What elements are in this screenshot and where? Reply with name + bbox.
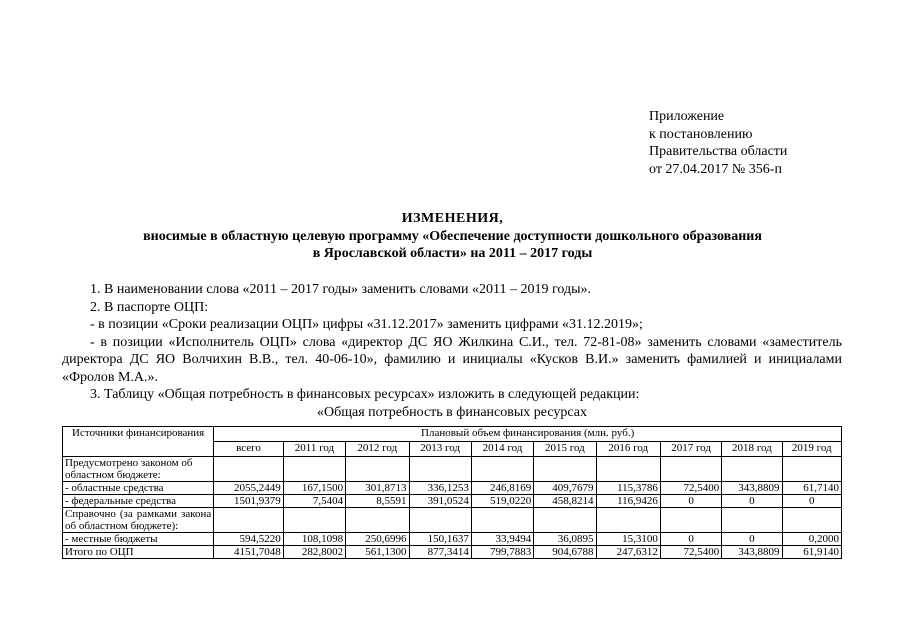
column-header: 2014 год bbox=[471, 442, 533, 457]
paragraph: - в позиции «Сроки реализации ОЦП» цифры «31.12.2017» заменить цифрами «31.12.2019»; bbox=[90, 317, 643, 332]
appendix-block bbox=[649, 108, 787, 178]
table-cell: 2055,2449 bbox=[214, 482, 284, 495]
appendix-line: от 27.04.2017 № 356-п bbox=[649, 161, 782, 177]
table-cell bbox=[660, 508, 721, 533]
table-cell: 0 bbox=[722, 495, 782, 508]
row-label: Справочно (за рамками закона об областном бюджете): bbox=[63, 508, 214, 533]
table-cell bbox=[214, 508, 284, 533]
column-header: 2016 год bbox=[596, 442, 660, 457]
table-cell: 458,8214 bbox=[534, 495, 596, 508]
table-cell bbox=[346, 508, 409, 533]
table-cell: 61,9140 bbox=[782, 546, 841, 559]
column-header: 2012 год bbox=[346, 442, 409, 457]
table-cell: 391,0524 bbox=[409, 495, 471, 508]
table-cell: 282,8002 bbox=[283, 546, 345, 559]
paragraph: 3. Таблицу «Общая потребность в финансовых ресурсах» изложить в следующей редакции: bbox=[90, 387, 640, 402]
table-cell: 33,9494 bbox=[471, 533, 533, 546]
column-header: всего bbox=[214, 442, 284, 457]
table-cell: 72,5400 bbox=[660, 546, 721, 559]
table-cell: 343,8809 bbox=[722, 546, 782, 559]
table-cell: 0 bbox=[660, 495, 721, 508]
table-cell: 250,6996 bbox=[346, 533, 409, 546]
table-cell bbox=[782, 457, 841, 482]
table-caption: «Общая потребность в финансовых ресурсах bbox=[317, 404, 587, 420]
row-label: - областные средства bbox=[63, 482, 214, 495]
table-cell: 0 bbox=[782, 495, 841, 508]
table-cell bbox=[409, 508, 471, 533]
table-cell bbox=[471, 508, 533, 533]
column-header: 2015 год bbox=[534, 442, 596, 457]
appendix-line: к постановлению bbox=[649, 126, 753, 142]
table-cell: 594,5220 bbox=[214, 533, 284, 546]
table-cell bbox=[596, 457, 660, 482]
table-cell bbox=[782, 508, 841, 533]
table-cell: 167,1500 bbox=[283, 482, 345, 495]
table-cell: 246,8169 bbox=[471, 482, 533, 495]
table-cell: 343,8809 bbox=[722, 482, 782, 495]
row-label: Предусмотрено законом об областном бюджете: bbox=[63, 457, 214, 482]
table-cell: 1501,9379 bbox=[214, 495, 284, 508]
table-row bbox=[63, 482, 842, 495]
table-cell: 0 bbox=[722, 533, 782, 546]
paragraph: - в позиции «Исполнитель ОЦП» слова «директор ДС ЯО Жилкина С.И., тел. 72-81-08» заменить словами «заместитель директора ДС ЯО Волчихин В.В., тел. 40-06-10», фамилию и инициалы «Кусков В.И.» заменить фамилией и инициалами «Фролов М.А.». bbox=[62, 334, 842, 385]
table-cell bbox=[471, 457, 533, 482]
row-label: - федеральные средства bbox=[63, 495, 214, 508]
column-header: 2011 год bbox=[283, 442, 345, 457]
table-cell bbox=[596, 508, 660, 533]
table-cell: 72,5400 bbox=[660, 482, 721, 495]
table-cell bbox=[722, 508, 782, 533]
paragraph: 1. В наименовании слова «2011 – 2017 годы» заменить словами «2011 – 2019 годы». bbox=[90, 282, 592, 297]
table-cell: 115,3786 bbox=[596, 482, 660, 495]
column-header: 2013 год bbox=[409, 442, 471, 457]
table-cell: 904,6788 bbox=[534, 546, 596, 559]
table-cell bbox=[409, 457, 471, 482]
plan-header: Плановый объем финансирования (млн. руб.) bbox=[214, 427, 842, 442]
table-cell: 409,7679 bbox=[534, 482, 596, 495]
title-line: в Ярославской области» на 2011 – 2017 годы bbox=[312, 246, 593, 261]
source-header: Источники финансирования bbox=[63, 427, 214, 457]
table-cell: 4151,7048 bbox=[214, 546, 284, 559]
table-cell: 0 bbox=[660, 533, 721, 546]
table-header-row bbox=[63, 427, 842, 442]
table-cell: 0,2000 bbox=[782, 533, 841, 546]
table-cell: 519,0220 bbox=[471, 495, 533, 508]
table-cell: 7,5404 bbox=[283, 495, 345, 508]
table-row bbox=[63, 508, 842, 533]
column-header: 2017 год bbox=[660, 442, 721, 457]
table-cell bbox=[283, 508, 345, 533]
row-label: Итого по ОЦП bbox=[63, 546, 214, 559]
table-cell: 8,5591 bbox=[346, 495, 409, 508]
table-cell bbox=[722, 457, 782, 482]
table-cell bbox=[283, 457, 345, 482]
document-title bbox=[0, 210, 905, 263]
table-cell bbox=[534, 508, 596, 533]
title-line: вносимые в областную целевую программу «Обеспечение доступности дошкольного образования bbox=[143, 228, 762, 244]
table-cell: 61,7140 bbox=[782, 482, 841, 495]
table-row bbox=[63, 533, 842, 546]
table-row bbox=[63, 546, 842, 559]
table-row bbox=[63, 495, 842, 508]
table-cell: 247,6312 bbox=[596, 546, 660, 559]
column-header: 2019 год bbox=[782, 442, 841, 457]
appendix-line: Правительства области bbox=[649, 144, 788, 159]
row-label: - местные бюджеты bbox=[63, 533, 214, 546]
document-body bbox=[62, 281, 842, 421]
table-cell bbox=[534, 457, 596, 482]
table-cell: 301,8713 bbox=[346, 482, 409, 495]
table-cell: 877,3414 bbox=[409, 546, 471, 559]
table-cell bbox=[346, 457, 409, 482]
table-cell: 561,1300 bbox=[346, 546, 409, 559]
table-cell: 15,3100 bbox=[596, 533, 660, 546]
table-cell: 150,1637 bbox=[409, 533, 471, 546]
table-cell: 108,1098 bbox=[283, 533, 345, 546]
appendix-line: Приложение bbox=[649, 109, 725, 124]
table-cell: 116,9426 bbox=[596, 495, 660, 508]
title-heading: ИЗМЕНЕНИЯ, bbox=[401, 211, 504, 226]
table-cell bbox=[660, 457, 721, 482]
financing-table bbox=[62, 426, 842, 559]
table-row bbox=[63, 457, 842, 482]
table-cell: 336,1253 bbox=[409, 482, 471, 495]
paragraph: 2. В паспорте ОЦП: bbox=[90, 299, 209, 315]
table-cell: 799,7883 bbox=[471, 546, 533, 559]
column-header: 2018 год bbox=[722, 442, 782, 457]
table-cell bbox=[214, 457, 284, 482]
table-cell: 36,0895 bbox=[534, 533, 596, 546]
